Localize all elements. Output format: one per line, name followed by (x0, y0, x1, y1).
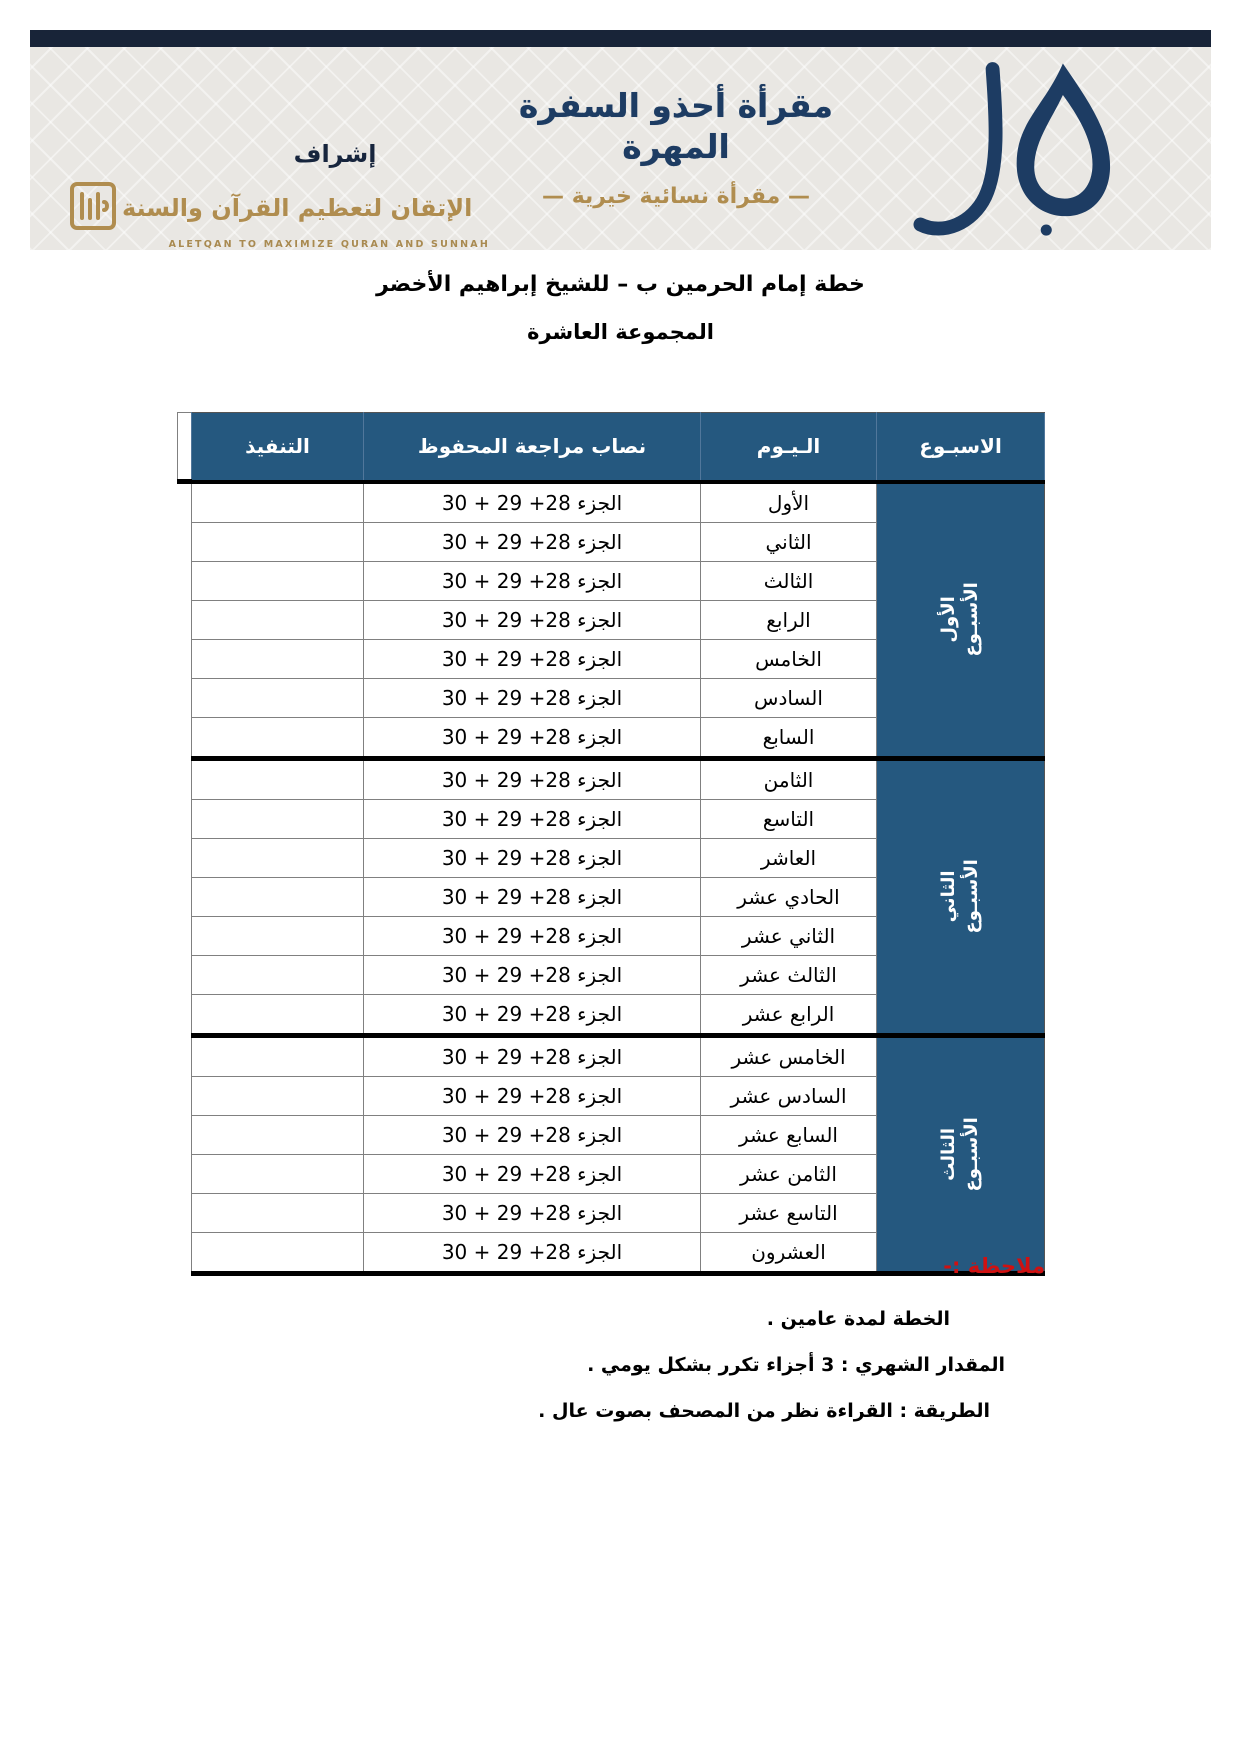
day-cell: السادس (701, 678, 877, 717)
table-gutter-cell (178, 413, 192, 482)
day-cell: الثامن (701, 758, 877, 799)
plan-table-head (178, 413, 1045, 482)
execution-cell (192, 1115, 364, 1154)
aletqan-logo (70, 182, 490, 234)
calligraphy-logo-icon (901, 58, 1136, 243)
execution-cell (192, 1076, 364, 1115)
week-label-line1: الأسبـوع (961, 582, 983, 657)
review-cell: الجزء 28+ 29 + 30 (364, 799, 701, 838)
review-cell: الجزء 28+ 29 + 30 (364, 1076, 701, 1115)
aletqan-arabic-text: الإتقان لتعظيم القرآن والسنة (122, 194, 473, 222)
col-header-week: الاسبـوع (877, 413, 1045, 482)
review-cell: الجزء 28+ 29 + 30 (364, 877, 701, 916)
execution-cell (192, 639, 364, 678)
day-cell: السادس عشر (701, 1076, 877, 1115)
review-cell: الجزء 28+ 29 + 30 (364, 717, 701, 758)
review-cell: الجزء 28+ 29 + 30 (364, 955, 701, 994)
center-logo (511, 85, 841, 209)
plan-table (177, 412, 1045, 1276)
review-cell: الجزء 28+ 29 + 30 (364, 758, 701, 799)
execution-cell (192, 717, 364, 758)
plan-table-body (178, 482, 1045, 1274)
review-cell: الجزء 28+ 29 + 30 (364, 916, 701, 955)
execution-cell (192, 799, 364, 838)
review-cell: الجزء 28+ 29 + 30 (364, 1035, 701, 1076)
day-cell: العشرون (701, 1232, 877, 1273)
logo-drop-shape (1017, 64, 1110, 217)
day-cell: الثاني عشر (701, 916, 877, 955)
day-cell: الرابع عشر (701, 994, 877, 1035)
week-label (877, 761, 1044, 1033)
review-cell: الجزء 28+ 29 + 30 (364, 482, 701, 523)
day-cell: الرابع (701, 600, 877, 639)
col-header-execution: التنفيذ (192, 413, 364, 482)
page-title: خطة إمام الحرمين ب – للشيخ إبراهيم الأخضر (376, 272, 865, 297)
execution-cell (192, 561, 364, 600)
review-cell: الجزء 28+ 29 + 30 (364, 561, 701, 600)
aletqan-english-text: ALETQAN TO MAXIMIZE QURAN AND SUNNAH (168, 239, 490, 250)
logo-stroke-shape (920, 69, 995, 229)
review-cell: الجزء 28+ 29 + 30 (364, 639, 701, 678)
review-cell: الجزء 28+ 29 + 30 (364, 1193, 701, 1232)
table-row (178, 758, 1045, 799)
week-label (877, 1038, 1044, 1271)
day-cell: السابع عشر (701, 1115, 877, 1154)
day-cell: التاسع (701, 799, 877, 838)
review-cell: الجزء 28+ 29 + 30 (364, 838, 701, 877)
week-label-text (937, 582, 984, 656)
execution-cell (192, 678, 364, 717)
execution-cell (192, 955, 364, 994)
day-cell: الأول (701, 482, 877, 523)
table-row (178, 1035, 1045, 1076)
note-line: الخطة لمدة عامين . (766, 1308, 950, 1330)
day-cell: التاسع عشر (701, 1193, 877, 1232)
week-label-text (937, 1117, 984, 1191)
center-logo-subtitle-text: — مقرأة نسائية خيرية — (542, 183, 810, 209)
day-cell: الخامس (701, 639, 877, 678)
col-header-day: الـيـوم (701, 413, 877, 482)
execution-cell (192, 1035, 364, 1076)
week-label-text (937, 859, 984, 933)
week-group-cell (877, 1035, 1045, 1273)
execution-cell (192, 482, 364, 523)
header-row (178, 413, 1045, 482)
execution-cell (192, 1193, 364, 1232)
week-group-cell (877, 758, 1045, 1035)
note-line: الطريقة : القراءة نظر من المصحف بصوت عال . (538, 1400, 990, 1422)
supervision-label: إشراف (293, 140, 377, 168)
aletqan-emblem-icon (70, 182, 116, 234)
note-line: المقدار الشهري : 3 أجزاء تكرر بشكل يومي . (587, 1354, 1005, 1376)
review-cell: الجزء 28+ 29 + 30 (364, 1115, 701, 1154)
execution-cell (192, 522, 364, 561)
group-subtitle: المجموعة العاشرة (527, 320, 714, 344)
supervision-block (70, 140, 490, 250)
week-label-line1: الأسبـوع (961, 859, 983, 934)
header-band (30, 30, 1211, 250)
review-cell: الجزء 28+ 29 + 30 (364, 600, 701, 639)
week-label-line2: الثاني (938, 870, 960, 923)
table-row (178, 482, 1045, 523)
logo-dot (1041, 225, 1052, 236)
week-label (877, 484, 1044, 756)
execution-cell (192, 600, 364, 639)
review-cell: الجزء 28+ 29 + 30 (364, 522, 701, 561)
week-label-line2: الأول (938, 596, 960, 643)
notes-section (185, 1254, 1045, 1446)
review-cell: الجزء 28+ 29 + 30 (364, 994, 701, 1035)
execution-cell (192, 1154, 364, 1193)
day-cell: العاشر (701, 838, 877, 877)
day-cell: الحادي عشر (701, 877, 877, 916)
col-header-review: نصاب مراجعة المحفوظ (364, 413, 701, 482)
week-group-cell (877, 482, 1045, 759)
day-cell: الخامس عشر (701, 1035, 877, 1076)
center-logo-arabic-text: مقرأة أحذو السفرة المهرة (518, 86, 834, 167)
day-cell: الثامن عشر (701, 1154, 877, 1193)
execution-cell (192, 877, 364, 916)
day-cell: السابع (701, 717, 877, 758)
week-label-line1: الأسبـوع (961, 1116, 983, 1192)
day-cell: الثالث (701, 561, 877, 600)
review-cell: الجزء 28+ 29 + 30 (364, 1232, 701, 1273)
execution-cell (192, 994, 364, 1035)
day-cell: الثاني (701, 522, 877, 561)
execution-cell (192, 916, 364, 955)
review-cell: الجزء 28+ 29 + 30 (364, 678, 701, 717)
notes-heading: ملاحظة :- (943, 1254, 1045, 1278)
execution-cell (192, 758, 364, 799)
review-cell: الجزء 28+ 29 + 30 (364, 1154, 701, 1193)
week-label-line2: الثالث (938, 1127, 960, 1181)
execution-cell (192, 838, 364, 877)
day-cell: الثالث عشر (701, 955, 877, 994)
header-top-bar (30, 30, 1211, 47)
